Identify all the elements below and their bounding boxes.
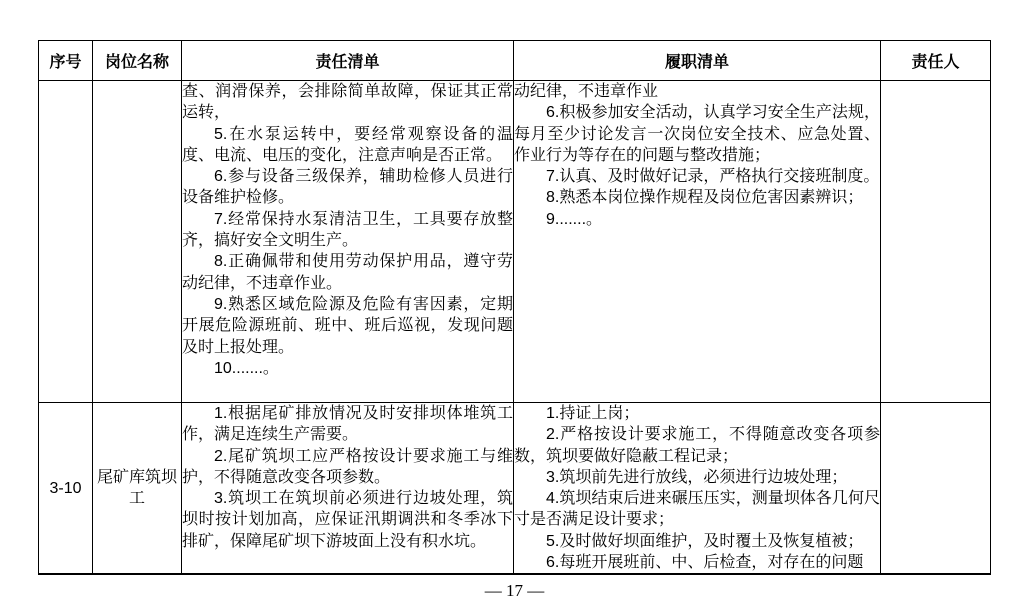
seq-cell	[39, 81, 93, 403]
paragraph: 9.熟悉区域危险源及危险有害因素，定期开展危险源班前、班中、班后巡视，发现问题及时上报处理。	[182, 295, 513, 356]
paragraph: 6.每班开展班前、中、后检查，对存在的问题	[546, 554, 864, 572]
table-row	[39, 403, 991, 575]
position-cell: 尾矿库筑坝工	[93, 403, 182, 575]
page-number: — 17 —	[484, 581, 545, 600]
column-header-duty-list: 责任清单	[182, 41, 514, 81]
paragraph: 7.认真、及时做好记录，严格执行交接班制度。	[546, 168, 880, 186]
paragraph: 动纪律，不违章作业	[514, 83, 659, 100]
duty-list-cell	[182, 403, 514, 575]
paragraph: 10.......。	[214, 359, 279, 377]
paragraph: 5.在水泵运转中，要经常观察设备的温度、电流、电压的变化，注意声响是否正常。	[182, 125, 513, 164]
paragraph: 3.筑坝工在筑坝前必须进行边坡处理，筑坝时按计划加高，应保证汛期调洪和冬季冰下排矿，保障尾矿坝下游坡面上没有积水坑。	[182, 490, 513, 550]
paragraph: 1.根据尾矿排放情况及时安排坝体堆筑工作，满足连续生产需要。	[182, 405, 513, 444]
paragraph: 8.熟悉本岗位操作规程及岗位危害因素辨识；	[546, 189, 864, 207]
responsible-cell	[881, 81, 991, 403]
paragraph: 2.尾矿筑坝工应严格按设计要求施工与维护，不得随意改变各项参数。	[182, 447, 513, 486]
paragraph: 3.筑坝前先进行放线，必须进行边坡处理；	[546, 468, 848, 486]
paragraph: 8.正确佩带和使用劳动保护用品，遵守劳动纪律，不违章作业。	[182, 253, 513, 292]
duty-table	[38, 40, 991, 575]
duty-list-cell	[182, 81, 514, 403]
paragraph: 1.持证上岗；	[546, 405, 640, 422]
paragraph: 5.及时做好坝面维护，及时覆土及恢复植被；	[546, 532, 864, 550]
paragraph: 4.筑坝结束后进来碾压压实，测量坝体各几何尺寸是否满足设计要求；	[514, 490, 880, 529]
performance-list-cell	[514, 81, 881, 403]
seq-cell: 3-10	[39, 403, 93, 575]
column-header-seq: 序号	[39, 41, 93, 81]
header-row	[39, 41, 991, 81]
paragraph: 查、润滑保养，会排除简单故障，保证其正常运转，	[182, 83, 513, 122]
performance-list-cell	[514, 403, 881, 575]
paragraph: 6.积极参加安全活动，认真学习安全生产法规，每月至少讨论发言一次岗位安全技术、应急处置、作业行为等存在的问题与整改措施；	[514, 104, 880, 164]
paragraph: 9.......。	[546, 210, 603, 228]
paragraph: 6.参与设备三级保养，辅助检修人员进行设备维护检修。	[182, 168, 513, 207]
position-cell	[93, 81, 182, 403]
responsible-cell	[881, 403, 991, 575]
column-header-performance-list: 履职清单	[514, 41, 881, 81]
column-header-position: 岗位名称	[93, 41, 182, 81]
table-row	[39, 81, 991, 403]
paragraph: 7.经常保持水泵清洁卫生，工具要存放整齐，搞好安全文明生产。	[182, 210, 513, 250]
column-header-responsible: 责任人	[881, 41, 991, 81]
paragraph: 2.严格按设计要求施工，不得随意改变各项参数，筑坝要做好隐蔽工程记录；	[514, 426, 880, 465]
